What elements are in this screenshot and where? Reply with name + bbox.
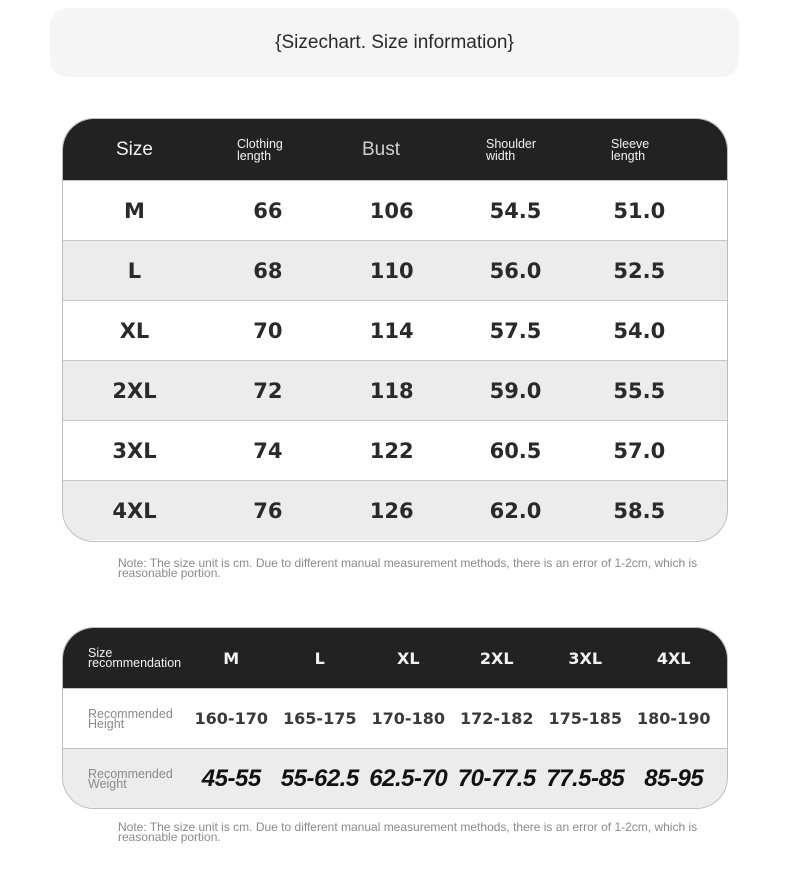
weight-value: 45-55 bbox=[201, 764, 261, 792]
weight-value: 70-77.5 bbox=[457, 764, 536, 792]
table-row bbox=[63, 360, 727, 420]
cell-shoulder-width: 56.0 bbox=[489, 258, 542, 283]
height-label: Recommended Height bbox=[88, 706, 173, 731]
cell-clothing-length: 70 bbox=[253, 318, 283, 343]
cell-shoulder-width: 60.5 bbox=[489, 438, 542, 463]
cell-sleeve-length: 54.0 bbox=[613, 318, 666, 343]
header-size-recommendation: Size recommendation bbox=[88, 646, 182, 670]
cell-clothing-length: 66 bbox=[253, 198, 283, 223]
cell-size: 4XL bbox=[112, 498, 157, 523]
cell-shoulder-width: 54.5 bbox=[489, 198, 542, 223]
header-size-m: M bbox=[223, 648, 240, 668]
size-recommendation-table bbox=[62, 627, 728, 809]
height-value: 160-170 bbox=[194, 709, 268, 728]
table-row bbox=[63, 420, 727, 480]
header-size-xl: XL bbox=[396, 648, 420, 668]
cell-sleeve-length: 58.5 bbox=[613, 498, 666, 523]
header-size-l: L bbox=[314, 648, 325, 668]
header-size-4xl: 4XL bbox=[656, 648, 691, 668]
height-value: 175-185 bbox=[548, 709, 622, 728]
height-value: 180-190 bbox=[637, 709, 711, 728]
cell-clothing-length: 74 bbox=[253, 438, 283, 463]
title-banner bbox=[50, 8, 739, 77]
cell-sleeve-length: 57.0 bbox=[613, 438, 666, 463]
header-size-3xl: 3XL bbox=[568, 648, 603, 668]
cell-bust: 106 bbox=[369, 198, 414, 223]
cell-size: 3XL bbox=[112, 438, 157, 463]
table-row bbox=[63, 480, 727, 540]
cell-shoulder-width: 62.0 bbox=[489, 498, 542, 523]
cell-shoulder-width: 59.0 bbox=[489, 378, 542, 403]
weight-value: 85-95 bbox=[644, 764, 704, 792]
cell-clothing-length: 76 bbox=[253, 498, 283, 523]
cell-size: XL bbox=[119, 318, 150, 343]
size-chart-table bbox=[62, 118, 728, 542]
header-bust: Bust bbox=[362, 138, 401, 160]
header-size: Size bbox=[116, 138, 153, 160]
weight-value: 62.5-70 bbox=[369, 764, 448, 792]
table-row bbox=[63, 180, 727, 240]
height-value: 165-175 bbox=[283, 709, 357, 728]
header-sleeve-length: Sleeve length bbox=[611, 136, 650, 163]
cell-sleeve-length: 51.0 bbox=[613, 198, 666, 223]
height-value: 172-182 bbox=[460, 709, 534, 728]
cell-clothing-length: 72 bbox=[253, 378, 283, 403]
weight-value: 77.5-85 bbox=[546, 764, 625, 792]
cell-bust: 114 bbox=[369, 318, 414, 343]
cell-bust: 122 bbox=[369, 438, 414, 463]
cell-sleeve-length: 55.5 bbox=[613, 378, 666, 403]
measurement-note: Note: The size unit is cm. Due to different manual measurement methods, there is an error of 1-2cm, which is reasonable portion. bbox=[118, 556, 698, 580]
cell-size: M bbox=[124, 198, 145, 223]
cell-shoulder-width: 57.5 bbox=[489, 318, 542, 343]
page-title: {Sizechart. Size information} bbox=[275, 31, 514, 53]
recommended-height-row bbox=[63, 688, 727, 748]
cell-bust: 110 bbox=[369, 258, 414, 283]
weight-label: Recommended Weight bbox=[88, 766, 173, 791]
header-clothing-length: Clothing length bbox=[237, 136, 283, 163]
size-chart-header bbox=[63, 119, 727, 180]
table-row bbox=[63, 240, 727, 300]
header-size-2xl: 2XL bbox=[479, 648, 514, 668]
height-value: 170-180 bbox=[371, 709, 445, 728]
table-row bbox=[63, 300, 727, 360]
recommended-weight-row bbox=[63, 748, 727, 808]
cell-clothing-length: 68 bbox=[253, 258, 283, 283]
header-shoulder-width: Shoulder width bbox=[486, 136, 537, 163]
measurement-note-bottom: Note: The size unit is cm. Due to different manual measurement methods, there is an error of 1-2cm, which is reasonable portion. bbox=[118, 820, 698, 844]
cell-bust: 118 bbox=[369, 378, 414, 403]
cell-size: L bbox=[127, 258, 142, 283]
cell-size: 2XL bbox=[112, 378, 157, 403]
cell-sleeve-length: 52.5 bbox=[613, 258, 666, 283]
cell-bust: 126 bbox=[369, 498, 414, 523]
recommendation-header bbox=[63, 628, 727, 688]
weight-value: 55-62.5 bbox=[280, 764, 359, 792]
